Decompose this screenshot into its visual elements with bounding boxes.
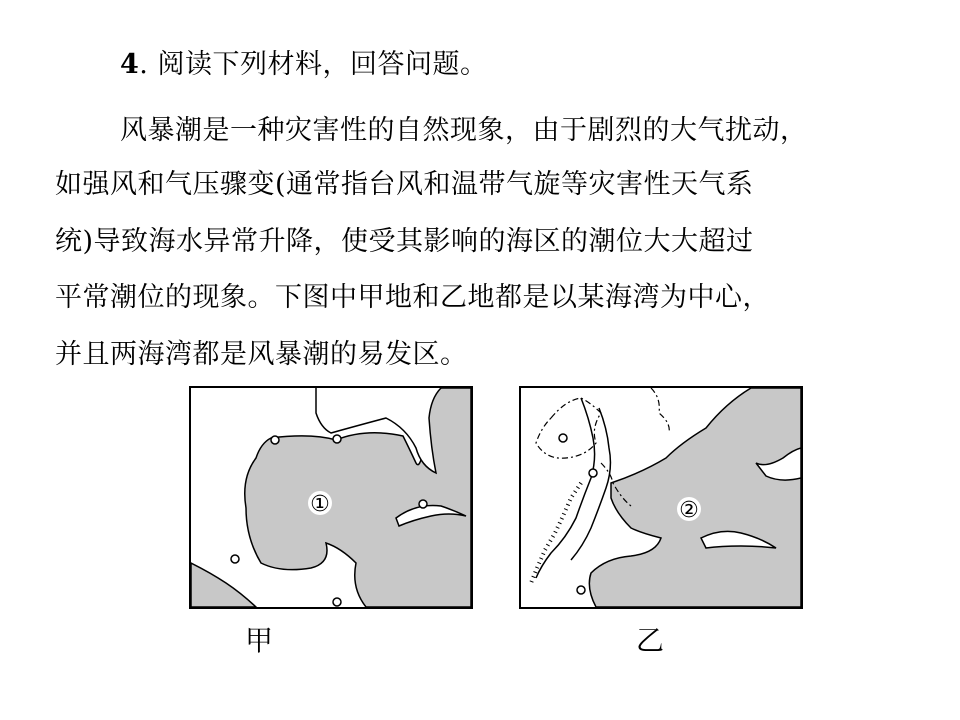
map-jia-city-dot	[231, 555, 239, 563]
passage-line-2: 如强风和气压骤变(通常指台风和温带气旋等灾害性天气系	[55, 169, 754, 200]
question-number-dot: .	[139, 49, 149, 80]
map-yi-drawing	[521, 388, 801, 607]
map-jia-drawing	[191, 388, 471, 607]
map-yi	[519, 386, 803, 609]
map-jia-city-dot	[333, 435, 341, 443]
map-yi-city-dot	[589, 469, 597, 477]
question-header	[120, 48, 487, 82]
map-yi-border	[651, 388, 669, 433]
map-yi-escarpment	[531, 483, 581, 583]
question-number: 4	[120, 49, 140, 80]
map-jia-marker: ①	[310, 492, 330, 517]
map-jia-city-dot	[419, 500, 427, 508]
question-prompt: 阅读下列材料，回答问题。	[157, 49, 488, 80]
passage-line-3: 统)导致海水异常升降，使受其影响的海区的潮位大大超过	[55, 226, 754, 257]
map-yi-city-dot	[577, 586, 585, 594]
map-yi-caption: 乙	[636, 624, 665, 657]
passage-line-4: 平常潮位的现象。下图中甲地和乙地都是以某海湾为中心，	[55, 282, 770, 313]
map-jia-city-dot	[271, 436, 279, 444]
map-yi-city-dot	[559, 434, 567, 442]
map-jia	[189, 386, 473, 609]
map-jia-caption: 甲	[245, 624, 274, 657]
map-yi-marker: ②	[679, 498, 699, 523]
passage-line-1: 风暴潮是一种灾害性的自然现象，由于剧烈的大气扰动，	[120, 115, 808, 146]
map-jia-city-dot	[333, 598, 341, 606]
passage-line-5: 并且两海湾都是风暴潮的易发区。	[55, 339, 468, 370]
